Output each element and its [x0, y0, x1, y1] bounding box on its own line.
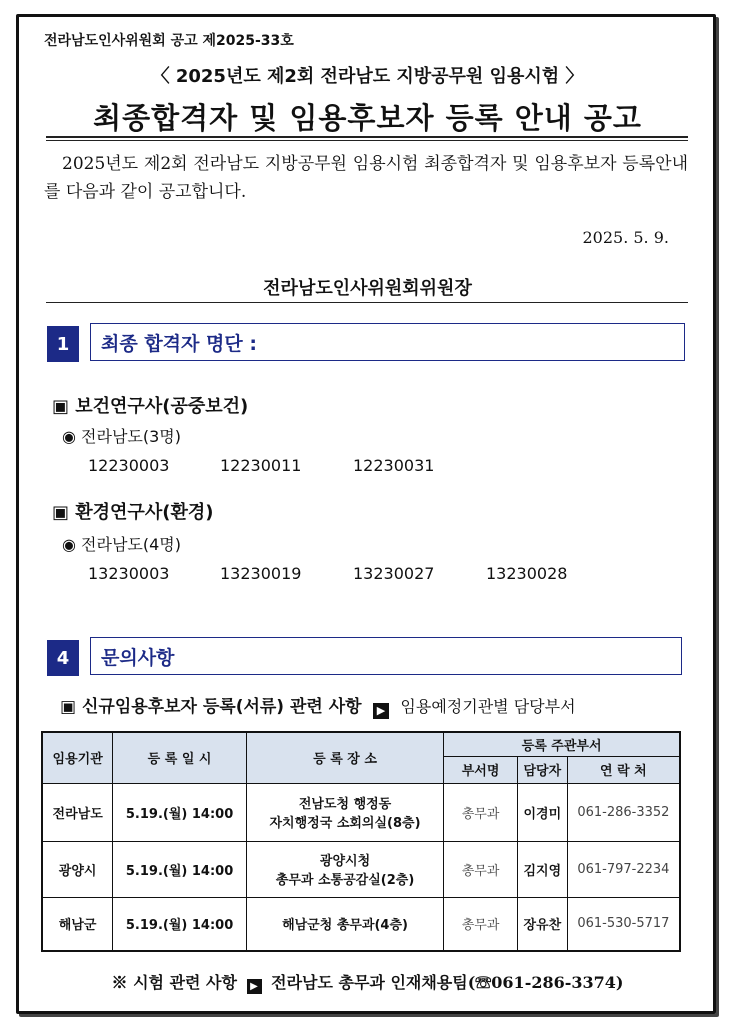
cell-contact: 061-530-5717 [567, 897, 680, 951]
cell-place: 해남군청 총무과(4층) [246, 897, 443, 951]
footer-text: 전라남도 총무과 인재채용팀(☏061-286-3374) [271, 973, 624, 992]
header-date: 등 록 일 시 [113, 732, 247, 783]
footer-prefix: ※ 시험 관련 사항 [111, 973, 237, 992]
place-line-2: 자치행정국 소회의실(8층) [269, 816, 421, 831]
section-title-1 [90, 323, 685, 361]
group-heading-1: ▣ 보건연구사(공중보건) [52, 396, 249, 417]
candidate-code: 12230031 [353, 456, 435, 475]
cell-dept: 총무과 [444, 783, 518, 841]
cell-date: 5.19.(월) 14:00 [113, 841, 247, 897]
table-row [42, 897, 680, 951]
header-dept: 부서명 [444, 756, 518, 783]
title-divider [46, 136, 688, 138]
header-place: 등 록 장 소 [246, 732, 443, 783]
candidate-code: 12230003 [88, 456, 170, 475]
section-number-4: 4 [47, 640, 79, 676]
cell-dept: 총무과 [444, 897, 518, 951]
cell-dept: 총무과 [444, 841, 518, 897]
cell-contact: 061-286-3352 [567, 783, 680, 841]
candidate-code: 13230003 [88, 564, 170, 583]
cell-place [246, 783, 443, 841]
group-region-1: ◉ 전라남도(3명) [62, 427, 181, 446]
table-row [42, 841, 680, 897]
cell-date: 5.19.(월) 14:00 [113, 783, 247, 841]
group-heading-2: ▣ 환경연구사(환경) [52, 502, 214, 523]
notice-date: 2025. 5. 9. [582, 228, 669, 247]
contact-heading-main: ▣ 신규임용후보자 등록(서류) 관련 사항 [60, 697, 362, 717]
group-region-2: ◉ 전라남도(4명) [62, 535, 181, 554]
cell-agency: 전라남도 [42, 783, 113, 841]
notice-number: 전라남도인사위원회 공고 제2025-33호 [44, 33, 294, 49]
cell-person: 장유찬 [517, 897, 567, 951]
cell-person: 이경미 [517, 783, 567, 841]
section-number-1: 1 [47, 326, 79, 362]
footer-note [0, 970, 735, 994]
title-divider-thin [46, 140, 688, 141]
table-row [42, 783, 680, 841]
candidate-code: 13230019 [220, 564, 302, 583]
header-contact: 연 락 처 [567, 756, 680, 783]
cell-person: 김지영 [517, 841, 567, 897]
cell-contact: 061-797-2234 [567, 841, 680, 897]
cell-agency: 해남군 [42, 897, 113, 951]
header-dept-group: 등록 주관부서 [444, 732, 680, 756]
cell-date: 5.19.(월) 14:00 [113, 897, 247, 951]
arrow-box-icon: ▶ [247, 979, 262, 994]
candidate-code: 13230027 [353, 564, 435, 583]
cell-place [246, 841, 443, 897]
issuer: 전라남도인사위원회위원장 [263, 278, 472, 299]
contact-heading [60, 692, 576, 719]
section-title-text: 최종 합격자 명단 : [101, 332, 257, 355]
contact-heading-tail: 임용예정기관별 담당부서 [400, 697, 576, 716]
candidate-code: 13230028 [486, 564, 568, 583]
intro-paragraph: 2025년도 제2회 전라남도 지방공무원 임용시험 최종합격자 및 임용후보자 등록안내를 다음과 같이 공고합니다. [44, 154, 688, 202]
section-title-text: 문의사항 [101, 646, 175, 669]
registration-table [41, 731, 681, 952]
place-line-2: 총무과 소통공감실(2층) [275, 873, 415, 888]
page-title: 최종합격자 및 임용후보자 등록 안내 공고 [93, 101, 642, 135]
arrow-box-icon: ▶ [373, 703, 389, 719]
candidate-code: 12230011 [220, 456, 302, 475]
place-line-1: 광양시청 [319, 854, 371, 869]
place-line-1: 전남도청 행정동 [298, 797, 392, 812]
header-agency: 임용기관 [42, 732, 113, 783]
subtitle: 〈 2025년도 제2회 전라남도 지방공무원 임용시험 〉 [151, 66, 584, 87]
section-title-4 [90, 637, 682, 675]
cell-agency: 광양시 [42, 841, 113, 897]
issuer-divider [46, 302, 688, 303]
header-person: 담당자 [517, 756, 567, 783]
